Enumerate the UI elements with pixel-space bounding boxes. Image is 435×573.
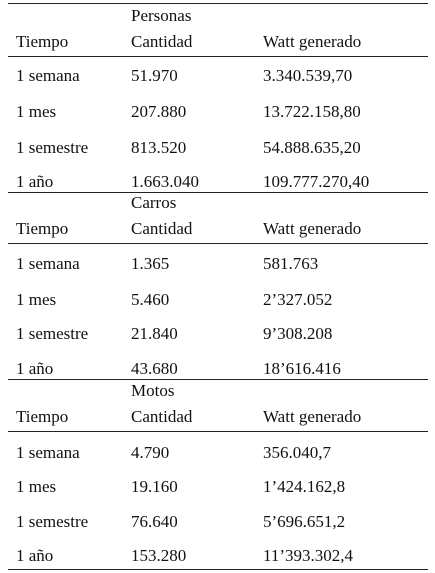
table-cell-quantity: 51.970 xyxy=(131,66,178,85)
table-cell-quantity: 1.663.040 xyxy=(131,172,199,191)
table-bottom-rule xyxy=(8,569,428,570)
table-cell-watts: 9’308.208 xyxy=(263,324,333,343)
column-header-tiempo: Tiempo xyxy=(16,32,69,51)
table-cell-quantity: 43.680 xyxy=(131,359,178,378)
column-header-watt: Watt generado xyxy=(263,407,362,426)
table-cell-quantity: 813.520 xyxy=(131,138,187,157)
table-cell-time: 1 semestre xyxy=(16,324,89,343)
header-rule xyxy=(8,56,428,57)
table-cell-watts: 13.722.158,80 xyxy=(263,102,361,121)
column-header-tiempo: Tiempo xyxy=(16,407,69,426)
table-cell-quantity: 76.640 xyxy=(131,512,178,531)
table-cell-watts: 356.040,7 xyxy=(263,443,331,462)
table-cell-time: 1 mes xyxy=(16,102,57,121)
table-cell-quantity: 4.790 xyxy=(131,443,170,462)
table-cell-watts: 109.777.270,40 xyxy=(263,172,370,191)
table-cell-quantity: 153.280 xyxy=(131,546,187,565)
table-cell-watts: 5’696.651,2 xyxy=(263,512,346,531)
section-rule xyxy=(8,379,428,380)
column-header-cantidad: Cantidad xyxy=(131,219,193,238)
table-cell-watts: 2’327.052 xyxy=(263,290,333,309)
section-title-personas: Personas xyxy=(131,6,192,25)
table-cell-time: 1 año xyxy=(16,359,54,378)
table-cell-watts: 1’424.162,8 xyxy=(263,477,346,496)
table-cell-quantity: 19.160 xyxy=(131,477,178,496)
table-cell-time: 1 semestre xyxy=(16,512,89,531)
table-cell-quantity: 1.365 xyxy=(131,254,170,273)
column-header-cantidad: Cantidad xyxy=(131,407,193,426)
table-cell-time: 1 año xyxy=(16,172,54,191)
table-top-rule xyxy=(8,3,428,4)
section-rule xyxy=(8,192,428,193)
table-cell-time: 1 semana xyxy=(16,254,80,273)
table-cell-watts: 54.888.635,20 xyxy=(263,138,361,157)
column-header-watt: Watt generado xyxy=(263,32,362,51)
data-table xyxy=(8,0,428,573)
header-rule xyxy=(8,431,428,432)
header-rule xyxy=(8,243,428,244)
table-cell-watts: 18’616.416 xyxy=(263,359,341,378)
table-cell-watts: 581.763 xyxy=(263,254,319,273)
table-cell-time: 1 mes xyxy=(16,290,57,309)
table-cell-quantity: 5.460 xyxy=(131,290,170,309)
column-header-tiempo: Tiempo xyxy=(16,219,69,238)
table-cell-time: 1 semana xyxy=(16,66,80,85)
table-cell-time: 1 año xyxy=(16,546,54,565)
column-header-cantidad: Cantidad xyxy=(131,32,193,51)
table-cell-watts: 11’393.302,4 xyxy=(263,546,354,565)
section-title-carros: Carros xyxy=(131,193,177,212)
table-cell-quantity: 207.880 xyxy=(131,102,187,121)
table-cell-time: 1 mes xyxy=(16,477,57,496)
table-cell-quantity: 21.840 xyxy=(131,324,178,343)
table-cell-watts: 3.340.539,70 xyxy=(263,66,353,85)
table-cell-time: 1 semestre xyxy=(16,138,89,157)
column-header-watt: Watt generado xyxy=(263,219,362,238)
section-title-motos: Motos xyxy=(131,381,175,400)
table-cell-time: 1 semana xyxy=(16,443,80,462)
